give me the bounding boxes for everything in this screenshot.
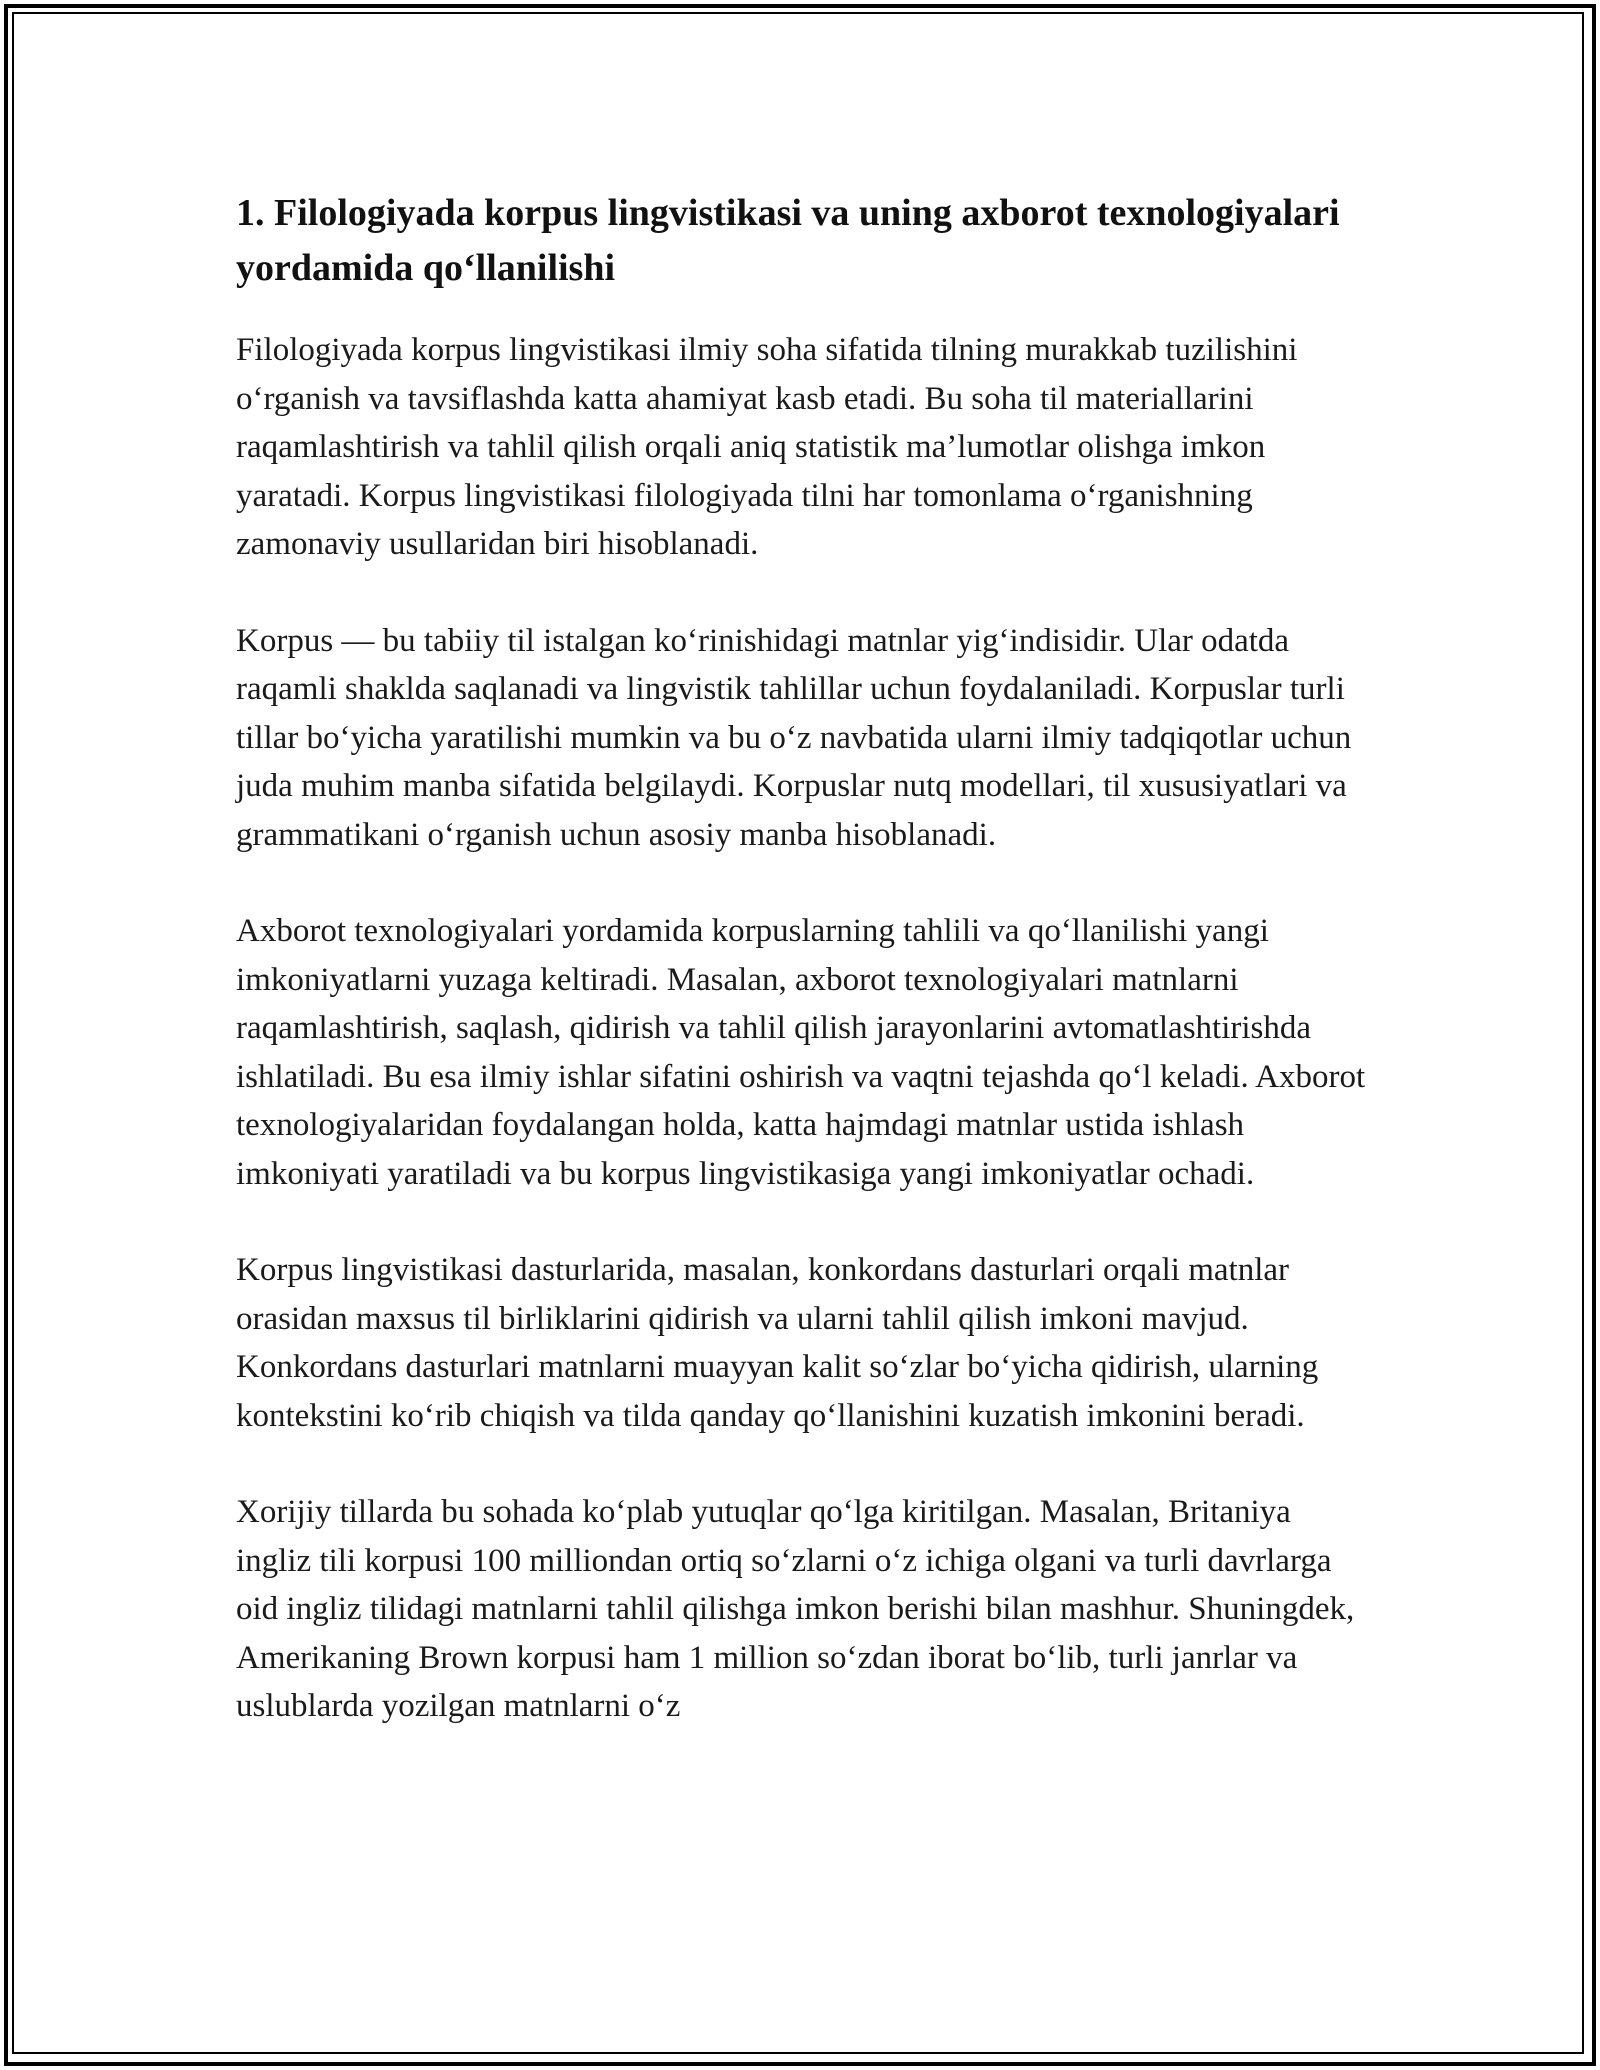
paragraph-5: Xorijiy tillarda bu sohada ko‘plab yutuqlar qo‘lga kiritilgan. Masalan, Britaniya ingliz tili korpusi 100 milliondan ortiq so‘zlarni o‘z ichiga olgani va turli davrlarga oid ingliz tilidagi matnlarni tahlil qilishga imkon berishi bilan mashhur. Shuningdek, Amerikaning Brown korpusi ham 1 million so‘zdan iborat bo‘lib, turli janrlar va uslublarda yozilgan matnlarni o‘z <box>236 1494 1355 1724</box>
paragraph-2: Korpus — bu tabiiy til istalgan ko‘rinishidagi matnlar yig‘indisidir. Ular odatda raqamli shaklda saqlanadi va lingvistik tahlillar uchun foydalaniladi. Korpuslar turli tillar bo‘yicha yaratilishi mumkin va bu o‘z navbatida ularni ilmiy tadqiqotlar uchun juda muhim manba sifatida belgilaydi. Korpuslar nutq modellari, til xususiyatlari va grammatikani o‘rganish uchun asosiy manba hisoblanadi. <box>236 622 1352 853</box>
paragraph-4: Korpus lingvistikasi dasturlarida, masalan, konkordans dasturlari orqali matnlar orasidan maxsus til birliklarini qidirish va ularni tahlil qilish imkoni mavjud. Konkordans dasturlari matnlarni muayyan kalit so‘zlar bo‘yicha qidirish, ularning kontekstini ko‘rib chiqish va tilda qanday qo‘llanishini kuzatish imkonini beradi. <box>236 1252 1319 1434</box>
paragraph-3: Axborot texnologiyalari yordamida korpuslarning tahlili va qo‘llanilishi yangi imkoniyatlarni yuzaga keltiradi. Masalan, axborot texnologiyalari matnlarni raqamlashtirish, saqlash, qidirish va tahlil qilish jarayonlarini avtomatlashtirishda ishlatiladi. Bu esa ilmiy ishlar sifatini oshirish va vaqtni tejashda qo‘l keladi. Axborot texnologiyalaridan foydalangan holda, katta hajmdagi matnlar ustida ishlash imkoniyati yaratiladi va bu korpus lingvistikasiga yangi imkoniyatlar ochadi. <box>236 913 1366 1192</box>
section-heading: 1. Filologiyada korpus lingvistikasi va uning axborot texnologiyalari yordamida qo‘llanilishi <box>236 192 1340 289</box>
document-body <box>236 186 1366 1779</box>
paragraph-1: Filologiyada korpus lingvistikasi ilmiy soha sifatida tilning murakkab tuzilishini o‘rganish va tavsiflashda katta ahamiyat kasb etadi. Bu soha til materiallarini raqamlashtirish va tahlil qilish orqali aniq statistik ma’lumotlar olishga imkon yaratadi. Korpus lingvistikasi filologiyada tilni har tomonlama o‘rganishning zamonaviy usullaridan biri hisoblanadi. <box>236 332 1298 562</box>
